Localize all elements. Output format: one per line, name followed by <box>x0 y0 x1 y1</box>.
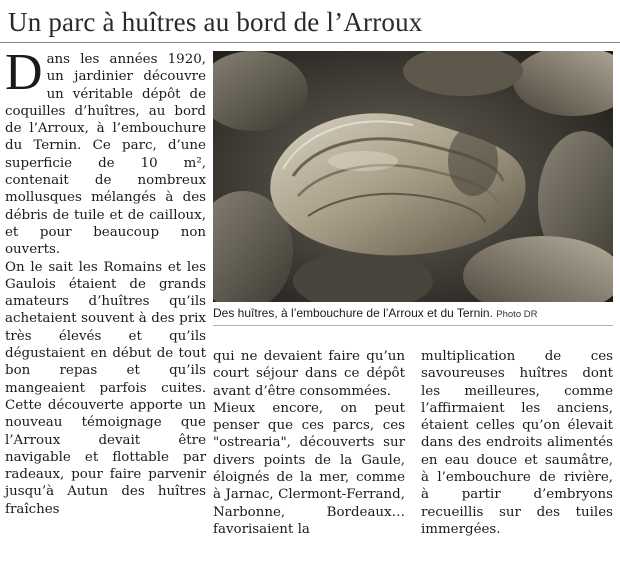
article-column-3 <box>421 348 613 538</box>
article-column-2 <box>213 348 405 538</box>
photo-caption <box>213 305 613 323</box>
paragraph-1-text: ans les années 1920, un jardinier découvre un véritable dépôt de coquilles d’huîtres, au bord de l’Arroux, à l’embouchure du Ternin. Ce parc, d’une superficie de 10 m², contenait de nombreux mollusques mélangés à des débris de tuile et de cailloux, et pour beaucoup non ouverts. <box>5 52 206 258</box>
caption-rule <box>213 325 613 326</box>
paragraph-2-continued: qui ne devaient faire qu’un court séjour dans ce dépôt avant d’être consommées. <box>213 349 405 399</box>
oyster-photo <box>213 51 613 302</box>
headline: Un parc à huîtres au bord de l’Arroux <box>8 7 423 37</box>
caption-text: Des huîtres, à l’embouchure de l’Arroux et du Ternin. <box>213 306 493 320</box>
paragraph-3-continued: multiplication de ces savoureuses huîtres dont les meilleures, comme l’affirmaient les anciens, étaient celles qu’on élevait dans des endroits alimentés en eau douce et saumâtre, à l’embouchure de rivière, à partir d’embryons recueillis sur des tuiles immergées. <box>421 349 613 537</box>
photo-credit: Photo DR <box>496 309 538 320</box>
article-column-1 <box>5 44 206 518</box>
oyster-photo-image <box>213 51 613 302</box>
headline-rule <box>0 42 620 43</box>
paragraph-2: On le sait les Romains et les Gaulois étaient de grands amateurs d’huîtres qu’ils achetaient souvent à des prix très élevés et qu’ils dégustaient en début de tout bon repas et qu’ils mangeaient parfois cuites. Cette découverte apporte un nouveau témoignage que l’Arroux devait être navigable et flottable par radeaux, pour faire parvenir jusqu’à Autun des huîtres fraîches <box>5 259 206 517</box>
paragraph-3: Mieux encore, on peut penser que ces parcs, ces "ostrearia", découverts sur divers points de la Gaule, éloignés de la mer, comme à Jarnac, Clermont-Ferrand, Narbonne, Bordeaux… favorisaient la <box>213 400 405 537</box>
drop-cap: D <box>5 44 43 101</box>
paragraph-1 <box>5 44 206 259</box>
